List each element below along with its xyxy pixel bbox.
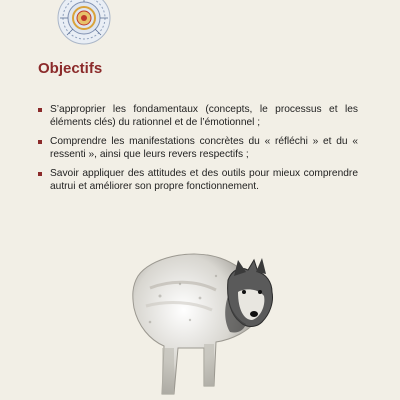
bullet-icon <box>38 108 42 112</box>
objective-item <box>38 136 358 161</box>
objective-text: S’approprier les fondamentaux (concepts, le processus et les éléments clés) du rationnel et de l’émotionnel ; <box>50 104 358 128</box>
objective-item <box>38 104 358 129</box>
objective-text: Comprendre les manifestations concrètes du « réfléchi » et du « ressenti », ainsi que leurs revers respectifs ; <box>50 136 358 160</box>
section-heading: Objectifs <box>38 60 103 77</box>
bullet-icon <box>38 172 42 176</box>
objective-text: Savoir appliquer des attitudes et des outils pour mieux comprendre autrui et améliorer son propre fonctionnement. <box>50 168 358 192</box>
objective-item <box>38 168 358 193</box>
mandala-logo-icon <box>56 0 112 48</box>
objectives-list <box>38 104 358 201</box>
wolf-image <box>120 236 280 400</box>
bullet-icon <box>38 140 42 144</box>
